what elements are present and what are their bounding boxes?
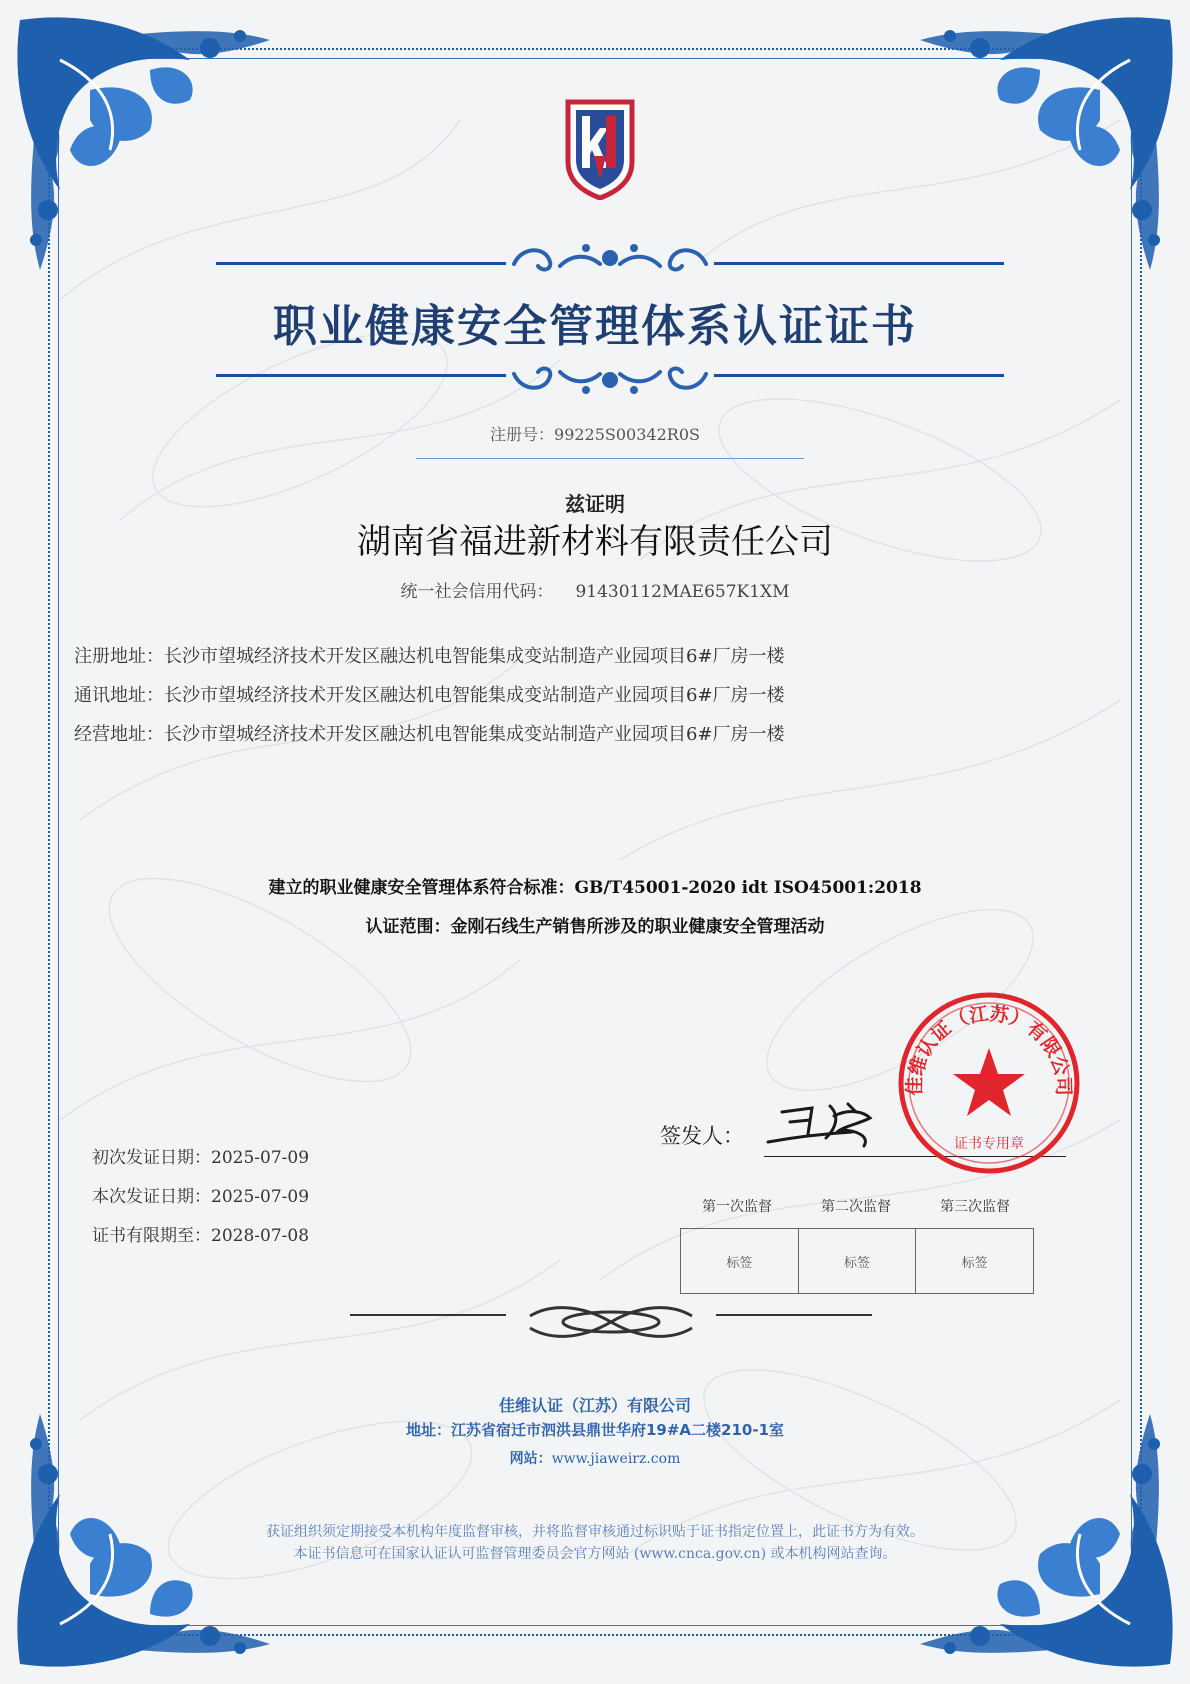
business-address: 经营地址：长沙市望城经济技术开发区融达机电智能集成变站制造产业园项目6#厂房一楼 — [74, 724, 785, 745]
surveillance-cell-2: 标签 — [799, 1228, 917, 1294]
surveillance-stamp-table — [680, 1228, 1034, 1294]
standard-statement: 建立的职业健康安全管理体系符合标准：GB/T45001-2020 idt ISO45001:2018 — [268, 878, 922, 898]
surveillance-cell-3: 标签 — [916, 1228, 1034, 1294]
svg-text:佳维认证（江苏）有限公司: 佳维认证（江苏）有限公司 — [903, 1002, 1075, 1097]
credit-code-label: 统一社会信用代码： — [400, 582, 554, 602]
title-ornament-top — [216, 236, 1004, 282]
official-seal-stamp — [894, 988, 1084, 1178]
registration-divider — [416, 458, 804, 459]
current-issue-date: 本次发证日期：2025-07-09 — [92, 1187, 310, 1207]
mailing-address: 通讯地址：长沙市望城经济技术开发区融达机电智能集成变站制造产业园项目6#厂房一楼 — [74, 685, 785, 706]
bottom-ornament — [350, 1302, 872, 1342]
svg-text:证书专用章: 证书专用章 — [954, 1136, 1024, 1152]
third-surveillance-header: 第三次监督 — [940, 1199, 1010, 1215]
registered-address: 注册地址：长沙市望城经济技术开发区融达机电智能集成变站制造产业园项目6#厂房一楼 — [74, 646, 785, 667]
certification-body-logo — [560, 98, 640, 200]
company-name: 湖南省福进新材料有限责任公司 — [357, 522, 833, 562]
certification-scope: 认证范围：金刚石线生产销售所涉及的职业健康安全管理活动 — [365, 917, 825, 937]
website-label: 网站： — [509, 1451, 552, 1467]
certificate-title: 职业健康安全管理体系认证证书 — [273, 301, 917, 352]
credit-code-value: 91430112MAE657K1XM — [575, 582, 790, 602]
issuer-name: 佳维认证（江苏）有限公司 — [498, 1396, 691, 1415]
expiry-date: 证书有限期至：2028-07-08 — [92, 1226, 310, 1246]
signer-label: 签发人： — [660, 1124, 744, 1148]
credit-code-line — [0, 577, 1190, 602]
verification-note: 本证书信息可在国家认证认可监督管理委员会官方网站 (www.cnca.gov.cn) 或本机构网站查询。 — [293, 1546, 897, 1562]
registration-number: 注册号：99225S00342R0S — [490, 425, 700, 444]
second-surveillance-header: 第二次监督 — [821, 1199, 891, 1215]
issuer-website-line — [0, 1448, 1190, 1468]
surveillance-cell-1: 标签 — [680, 1228, 799, 1294]
handwritten-signature — [760, 1094, 900, 1154]
website-link[interactable]: www.jiaweirz.com — [551, 1451, 681, 1467]
first-surveillance-header: 第一次监督 — [702, 1199, 772, 1215]
certify-label: 兹证明 — [565, 492, 625, 516]
initial-issue-date: 初次发证日期：2025-07-09 — [92, 1148, 310, 1168]
issuer-address: 地址：江苏省宿迁市泗洪县鼎世华府19#A二楼210-1室 — [405, 1421, 785, 1439]
title-ornament-bottom — [216, 356, 1004, 402]
validity-note: 获证组织须定期接受本机构年度监督审核，并将监督审核通过标识贴于证书指定位置上，此证书方为有效。 — [266, 1524, 924, 1540]
